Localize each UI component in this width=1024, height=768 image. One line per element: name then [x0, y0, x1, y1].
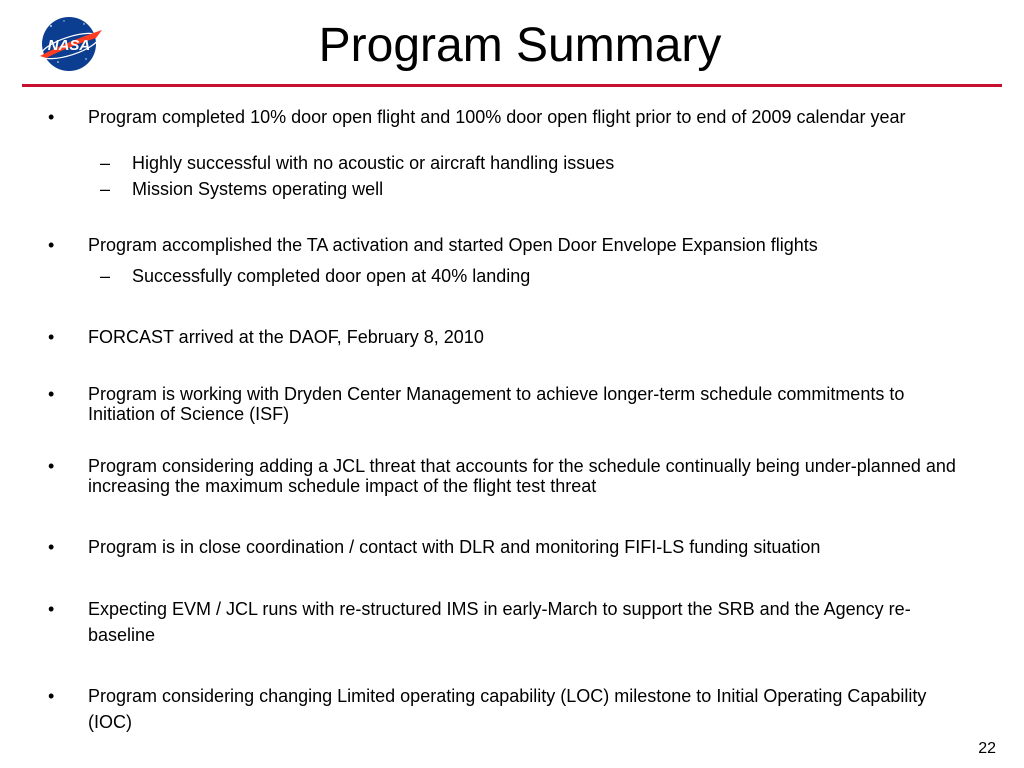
bullet-text: Program accomplished the TA activation and started Open Door Envelope Expansion flights [88, 235, 818, 255]
bullet-text: Program considering adding a JCL threat that accounts for the schedule continually being under-planned and increasing the maximum schedule impact of the flight test threat [88, 456, 956, 496]
bullet-text: Program completed 10% door open flight and 100% door open flight prior to end of 2009 calendar year [88, 107, 906, 127]
bullet-marker: • [48, 686, 55, 706]
bullet-marker: • [48, 235, 55, 255]
bullet-marker: • [48, 384, 55, 404]
sub-bullet-text: Highly successful with no acoustic or aircraft handling issues [132, 153, 615, 173]
bullet-item [48, 235, 968, 255]
sub-bullet-marker: – [100, 266, 111, 286]
bullet-item [48, 456, 968, 496]
bullet-marker: • [48, 107, 55, 127]
sub-bullet-item [100, 266, 960, 286]
bullet-item [48, 596, 968, 648]
bullet-item [48, 107, 968, 127]
sub-bullet-item [100, 179, 960, 199]
sub-bullet-text: Mission Systems operating well [132, 179, 384, 199]
bullet-text: Program considering changing Limited operating capability (LOC) milestone to Initial Operating Capability (IOC) [88, 686, 927, 732]
bullet-marker: • [48, 456, 55, 476]
bullet-item [48, 683, 968, 735]
bullet-marker: • [48, 537, 55, 557]
sub-bullet-marker: – [100, 153, 111, 173]
bullet-item [48, 537, 968, 557]
bullet-text: Expecting EVM / JCL runs with re-structured IMS in early-March to support the SRB and the Agency re-baseline [88, 599, 911, 645]
nasa-logo-text: NASA [47, 37, 91, 54]
sub-bullet-item [100, 153, 960, 173]
bullet-marker: • [48, 599, 55, 619]
bullet-text: Program is in close coordination / contact with DLR and monitoring FIFI-LS funding situation [88, 537, 821, 557]
slide-title: Program Summary [318, 19, 722, 72]
bullet-item [48, 384, 968, 424]
bullet-text: Program is working with Dryden Center Management to achieve longer-term schedule commitments to Initiation of Science (ISF) [88, 384, 905, 424]
sub-bullet-text: Successfully completed door open at 40% landing [132, 266, 531, 286]
sub-bullet-marker: – [100, 179, 111, 199]
bullet-text: FORCAST arrived at the DAOF, February 8, 2010 [88, 327, 484, 347]
bullet-marker: • [48, 327, 55, 347]
bullet-item [48, 327, 968, 347]
page-number: 22 [978, 740, 996, 757]
